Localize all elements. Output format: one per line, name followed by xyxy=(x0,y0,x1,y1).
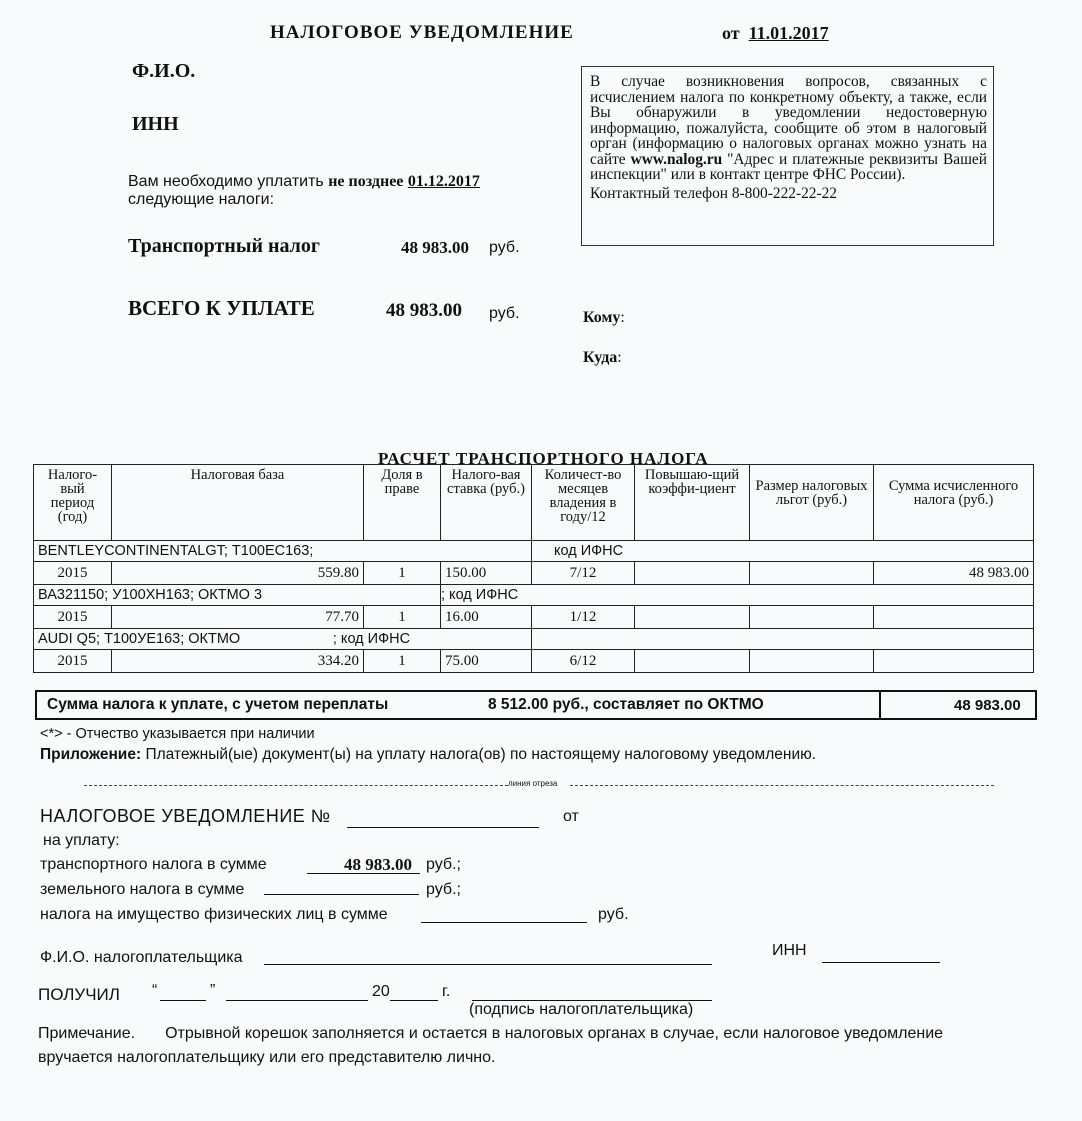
vehicle-row xyxy=(34,541,1034,562)
stub-month-field[interactable] xyxy=(226,1000,368,1001)
vehicle-base: 334.20 xyxy=(112,650,364,673)
vehicle-values-row xyxy=(34,562,1034,585)
vehicle-coef xyxy=(635,562,750,585)
payment-line1: Вам необходимо уплатить xyxy=(128,173,324,190)
vehicle-code: ; код ИФНС xyxy=(441,585,1034,606)
stub-title: НАЛОГОВОЕ УВЕДОМЛЕНИЕ № xyxy=(40,806,331,826)
vehicle-object: BENTLEYCONTINENTALGT; Т100ЕС163; xyxy=(34,541,532,562)
vehicle-benefit xyxy=(750,650,874,673)
stub-signature-label: (подпись налогоплательщика) xyxy=(469,1001,694,1018)
vehicle-months: 6/12 xyxy=(532,650,635,673)
stub-fio-field[interactable] xyxy=(264,964,712,965)
cut-line-label: линия отреза xyxy=(508,779,558,788)
calc-title: РАСЧЕТ ТРАНСПОРТНОГО НАЛОГА xyxy=(378,449,709,468)
stub-property-currency: руб. xyxy=(598,906,629,923)
vehicle-object: AUDI Q5; Т100УЕ163; ОКТМО ; код ИФНС xyxy=(34,629,532,650)
stub-transport-field[interactable] xyxy=(307,873,420,874)
document-title: НАЛОГОВОЕ УВЕДОМЛЕНИЕ xyxy=(270,22,574,43)
stub-property-label: налога на имущество физических лиц в сумме xyxy=(40,906,388,923)
tax-name: Транспортный налог xyxy=(128,235,320,257)
info-box xyxy=(581,66,994,246)
stub-note-label: Примечание. xyxy=(38,1025,136,1042)
stub-day-field[interactable] xyxy=(160,1000,206,1001)
vehicle-values-row xyxy=(34,650,1034,673)
vehicle-base: 559.80 xyxy=(112,562,364,585)
stub-transport-sum: 48 983.00 xyxy=(344,855,412,874)
vehicle-row xyxy=(34,585,1034,606)
stub-inn-label: ИНН xyxy=(772,942,807,959)
stub-transport-currency: руб.; xyxy=(426,856,461,873)
payment-instruction xyxy=(128,173,480,209)
vehicle-year: 2015 xyxy=(34,650,112,673)
header-benefit: Размер налоговых льгот (руб.) xyxy=(750,465,874,541)
stub-received-label: ПОЛУЧИЛ xyxy=(38,985,120,1004)
payment-line2: следующие налоги: xyxy=(128,191,275,208)
calc-header-row xyxy=(34,465,1034,541)
vehicle-amount xyxy=(874,606,1034,629)
vehicle-share: 1 xyxy=(364,562,441,585)
cut-line-left xyxy=(84,785,508,786)
stub-land-currency: руб.; xyxy=(426,881,461,898)
stub-year-field[interactable] xyxy=(390,1000,438,1001)
stub-from: от xyxy=(563,808,579,825)
summary-label: Сумма налога к уплате, с учетом переплаты xyxy=(47,696,389,713)
vehicle-benefit xyxy=(750,562,874,585)
vehicle-values-row xyxy=(34,606,1034,629)
summary-overpayment: 8 512.00 руб., составляет по ОКТМО xyxy=(488,696,764,713)
document-date xyxy=(722,23,829,44)
header-coef: Повышаю-щий коэффи-циент xyxy=(635,465,750,541)
calc-table xyxy=(33,464,1034,673)
info-text-part2: "Адрес и платежные реквизиты Вашей инспекции" или в контакт центре ФНС России). xyxy=(590,150,987,183)
total-currency: руб. xyxy=(489,305,520,322)
stub-land-label: земельного налога в сумме xyxy=(40,881,245,898)
vehicle-code: код ИФНС xyxy=(532,541,1034,562)
stub-note-text: Отрывной корешок заполняется и остается в налоговых органах в случае, если налоговое уведомление вручается налогоплательщику или его представителю лично. xyxy=(38,1025,944,1066)
address-label: Куда: xyxy=(583,349,622,366)
vehicle-rate: 150.00 xyxy=(441,562,532,585)
total-amount: 48 983.00 xyxy=(386,300,462,321)
vehicle-rate: 16.00 xyxy=(441,606,532,629)
summary-box xyxy=(35,690,1037,720)
stub-year-prefix: 20 xyxy=(372,983,390,1000)
info-phone: Контактный телефон 8-800-222-22-22 xyxy=(590,184,837,202)
stub-number-field[interactable] xyxy=(347,827,539,828)
appendix xyxy=(40,746,816,764)
recipient-label: Кому: xyxy=(583,309,625,326)
summary-divider xyxy=(879,692,881,718)
stub-fio-label: Ф.И.О. налогоплательщика xyxy=(40,949,243,966)
deadline-date: 01.12.2017 xyxy=(407,173,480,190)
vehicle-months: 7/12 xyxy=(532,562,635,585)
tax-amount: 48 983.00 xyxy=(401,238,469,257)
fio-label: Ф.И.О. xyxy=(132,60,196,82)
summary-value: 48 983.00 xyxy=(954,697,1021,714)
vehicle-rate: 75.00 xyxy=(441,650,532,673)
tax-currency: руб. xyxy=(489,239,520,256)
vehicle-months: 1/12 xyxy=(532,606,635,629)
date-prefix: от xyxy=(722,23,740,43)
vehicle-coef xyxy=(635,606,750,629)
vehicle-benefit xyxy=(750,606,874,629)
vehicle-code: ; код ИФНС xyxy=(332,631,411,647)
stub-year-suffix: г. xyxy=(442,983,451,1000)
inn-label: ИНН xyxy=(132,113,179,135)
vehicle-object: ВА321150; У100ХН163; ОКТМО 3 xyxy=(34,585,441,606)
header-rate: Налого-вая ставка (руб.) xyxy=(441,465,532,541)
info-text-part1: В случае возникновения вопросов, связанных с исчислением налога по конкретному объекту, а также, если Вы обнаружили в уведомлении недостоверную информацию, пожалуйста, сообщите об этом в налоговый орган (информацию о налоговых органах можно узнать на сайте xyxy=(590,73,987,168)
cut-line-right xyxy=(570,785,994,786)
stub-transport-label: транспортного налога в сумме xyxy=(40,856,267,873)
stub-note xyxy=(38,1022,1018,1070)
stub-inn-field[interactable] xyxy=(822,962,940,963)
stub-quote-close: ” xyxy=(210,982,216,999)
stub-for-payment: на уплату: xyxy=(43,832,120,849)
header-share: Доля в праве xyxy=(364,465,441,541)
vehicle-share: 1 xyxy=(364,650,441,673)
vehicle-amount: 48 983.00 xyxy=(874,562,1034,585)
vehicle-year: 2015 xyxy=(34,562,112,585)
appendix-text: Платежный(ые) документ(ы) на уплату налога(ов) по настоящему налоговому уведомлению. xyxy=(145,746,817,763)
info-site: www.nalog.ru xyxy=(630,150,723,168)
header-period: Налого-вый период (год) xyxy=(34,465,112,541)
header-amount: Сумма исчисленного налога (руб.) xyxy=(874,465,1034,541)
stub-land-field[interactable] xyxy=(264,894,419,895)
vehicle-year: 2015 xyxy=(34,606,112,629)
stub-quote-open: “ xyxy=(152,982,158,999)
header-months: Количест-во месяцев владения в году/12 xyxy=(532,465,635,541)
stub-property-field[interactable] xyxy=(421,922,587,923)
deadline-label: не позднее xyxy=(328,173,404,190)
header-base: Налоговая база xyxy=(112,465,364,541)
vehicle-row xyxy=(34,629,1034,650)
vehicle-share: 1 xyxy=(364,606,441,629)
total-label: ВСЕГО К УПЛАТЕ xyxy=(128,296,315,320)
appendix-label: Приложение: xyxy=(40,746,142,763)
vehicle-coef xyxy=(635,650,750,673)
footnote: <*> - Отчество указывается при наличии xyxy=(40,726,315,742)
date-value: 11.01.2017 xyxy=(748,23,829,43)
vehicle-base: 77.70 xyxy=(112,606,364,629)
vehicle-amount xyxy=(874,650,1034,673)
